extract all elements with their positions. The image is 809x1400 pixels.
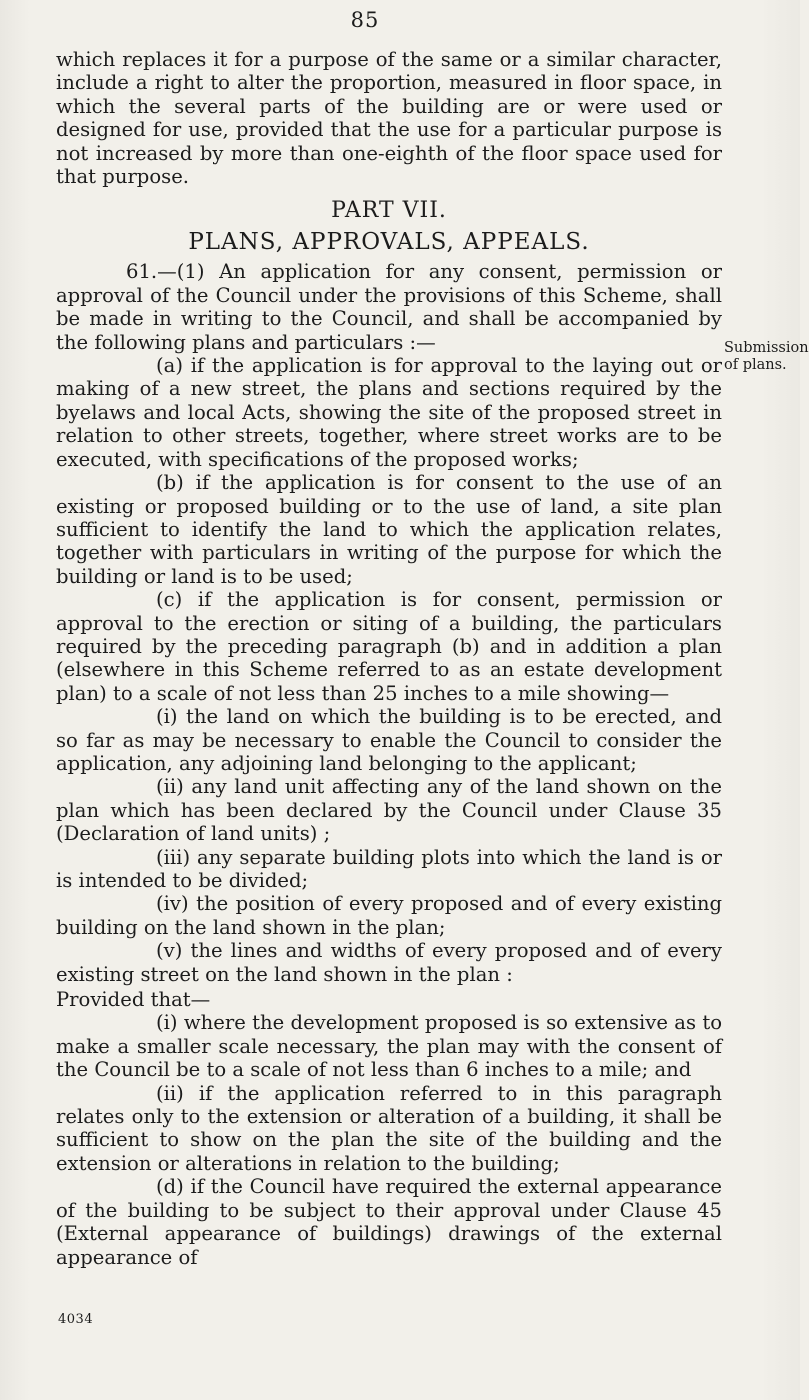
item-d: (d) if the Council have required the external appearance of the building to be subject to their approval under Clause 45 (External appearance of buildings) drawings of the external appearance of bbox=[56, 1175, 722, 1269]
sub-item-ii: (ii) any land unit affecting any of the land shown on the plan which has been declared by the Council under Clause 35 (Declaration of land units) ; bbox=[56, 775, 722, 846]
part-subheading: PLANS, APPROVALS, APPEALS. bbox=[188, 229, 590, 256]
footer-code: 4034 bbox=[58, 1312, 94, 1327]
item-a: (a) if the application is for approval to the laying out or making of a new street, the plans and sections required by the byelaws and local Acts, showing the site of the proposed street in relation to other streets, together, where street works are to be executed, with specifications of the proposed works; bbox=[56, 354, 722, 471]
margin-note-line-2: of plans. bbox=[724, 357, 787, 373]
sub-item-v: (v) the lines and widths of every proposed and of every existing street on the land shown in the plan : bbox=[56, 939, 722, 986]
item-b: (b) if the application is for consent to the use of an existing or proposed building or to the use of land, a site plan sufficient to identify the land to which the application relates, together with particulars in writing of the purpose for which the building or land is to be used; bbox=[56, 471, 722, 588]
margin-note bbox=[724, 340, 809, 374]
sub-item-iv: (iv) the position of every proposed and of every existing building on the land shown in the plan; bbox=[56, 892, 722, 939]
page-number: 85 bbox=[350, 8, 380, 32]
section-61-lead: 61.—(1) An application for any consent, permission or approval of the Council under the provisions of this Scheme, shall be made in writing to the Council, and shall be accompanied by the following plans and particulars :— bbox=[56, 260, 722, 354]
intro-paragraph: which replaces it for a purpose of the same or a similar character, include a right to alter the proportion, measured in floor space, in which the several parts of the building are or were used or designed for use, provided that the use for a particular purpose is not increased by more than one-eighth of the floor space used for that purpose. bbox=[56, 48, 722, 189]
proviso-ii: (ii) if the application referred to in this paragraph relates only to the extension or alteration of a building, it shall be sufficient to show on the plan the site of the building and the extension or alterations in relation to the building; bbox=[56, 1081, 722, 1175]
proviso-lead: Provided that— bbox=[56, 988, 211, 1012]
margin-note-line-1: Submission bbox=[724, 340, 809, 356]
body-text bbox=[56, 48, 722, 1269]
sub-item-i: (i) the land on which the building is to be erected, and so far as may be necessary to enable the Council to consider the application, any adjoining land belonging to the applicant; bbox=[56, 705, 722, 775]
sub-item-iii: (iii) any separate building plots into which the land is or is intended to be divided; bbox=[56, 845, 722, 892]
proviso-i: (i) where the development proposed is so extensive as to make a smaller scale necessary, the plan may with the consent of the Council be to a scale of not less than 6 inches to a mile; and bbox=[56, 1011, 722, 1082]
part-heading: PART VII. bbox=[331, 198, 447, 224]
item-c: (c) if the application is for consent, permission or approval to the erection or siting of a building, the particulars required by the preceding paragraph (b) and in addition a plan (elsewhere in this Scheme referred to as an estate development plan) to a scale of not less than 25 inches to a mile showing— bbox=[56, 588, 722, 705]
